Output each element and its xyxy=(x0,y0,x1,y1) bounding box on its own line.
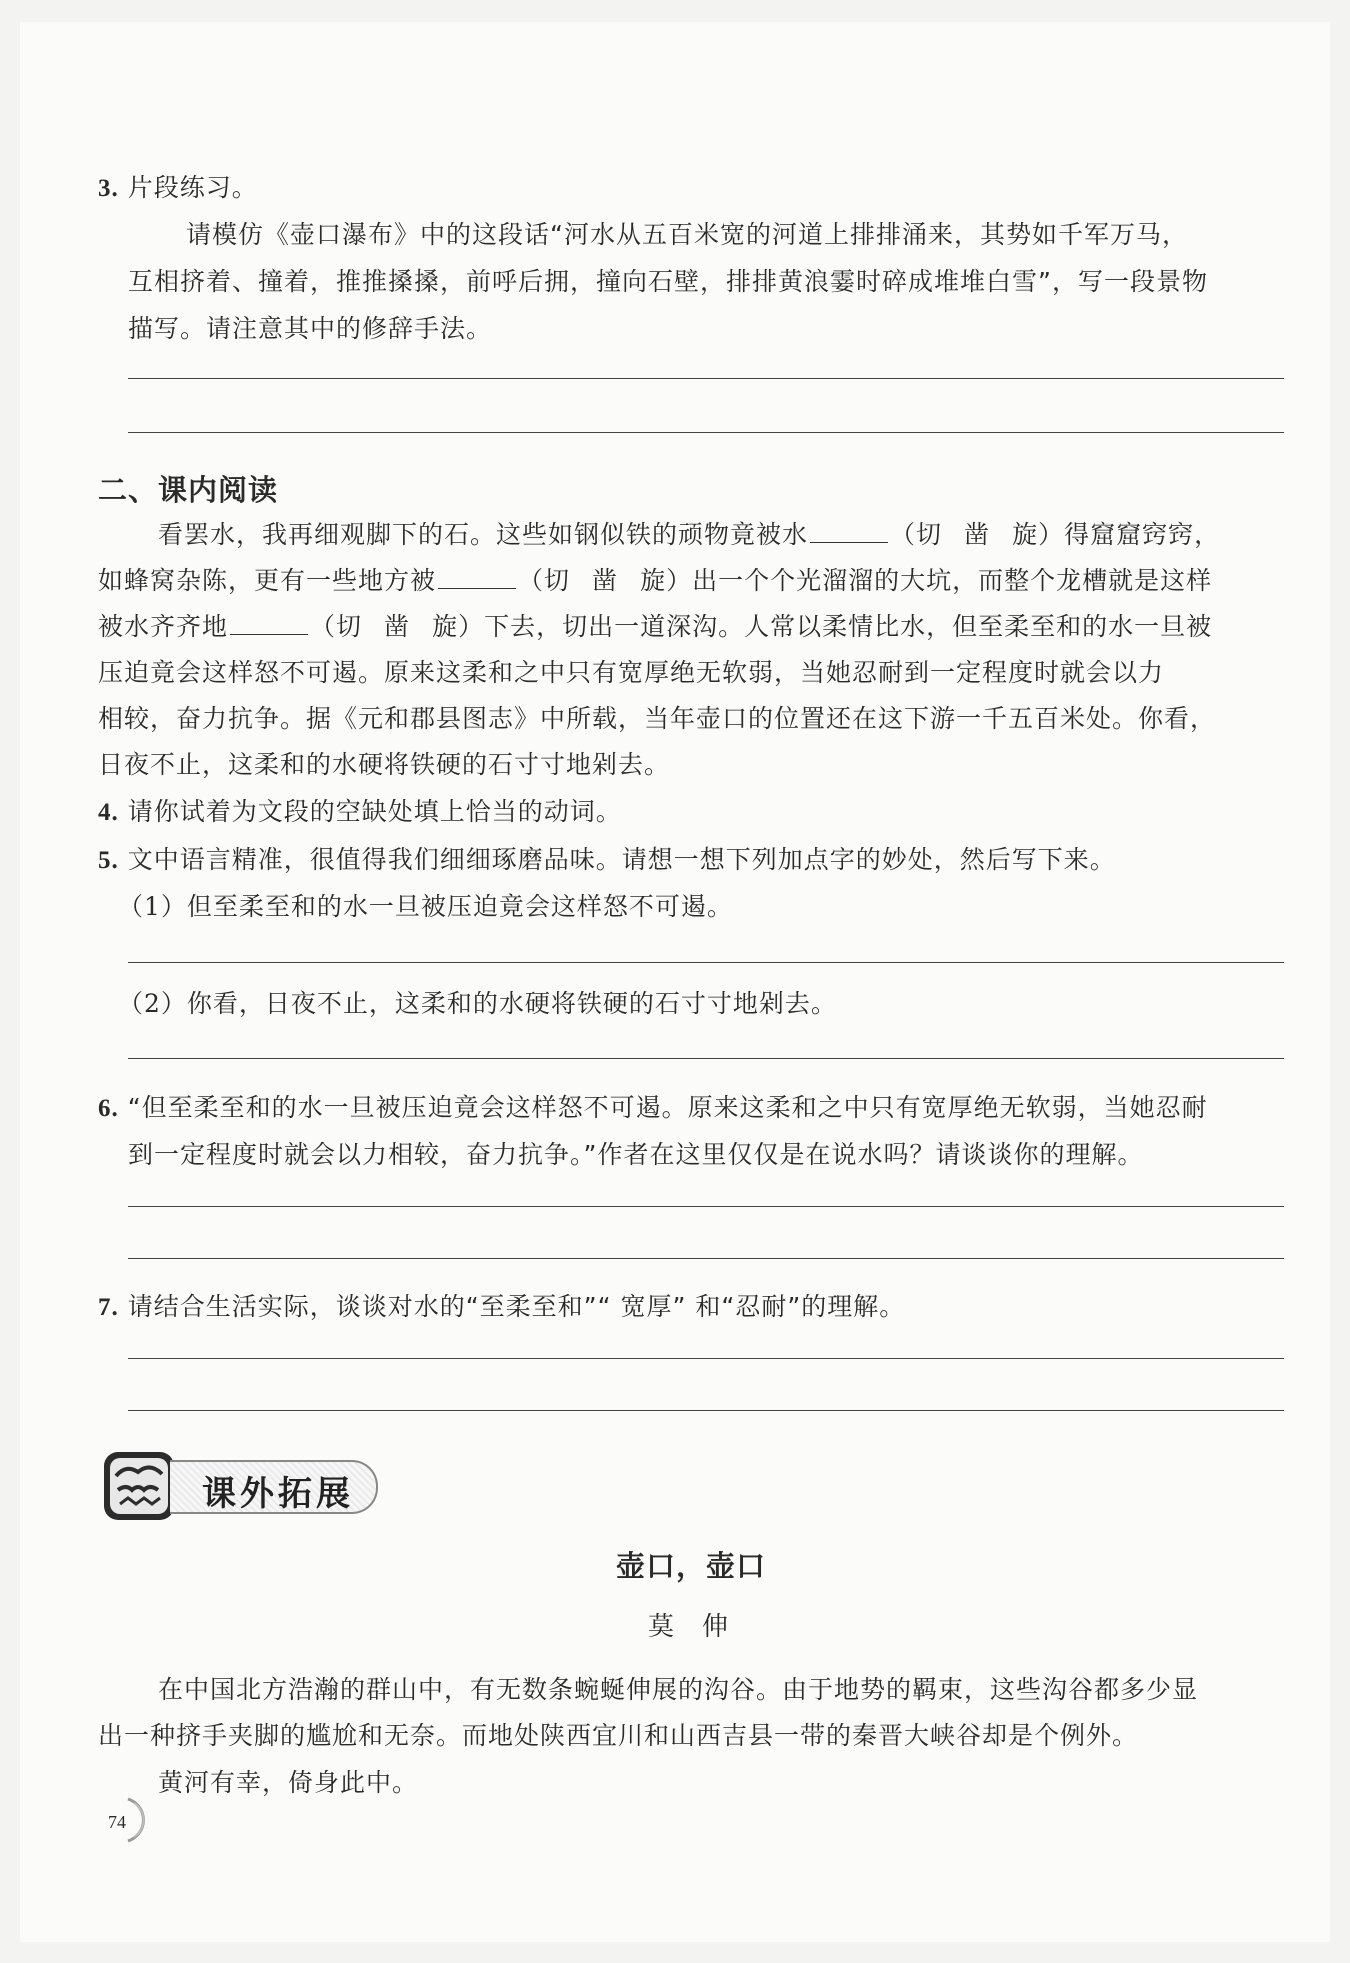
question-4-text: 请你试着为文段的空缺处填上恰当的动词。 xyxy=(127,797,622,826)
article-title: 壶口，壶口 xyxy=(616,1549,767,1583)
question-7-text: 请结合生活实际，谈谈对水的“至柔至和”“ 宽厚” 和“忍耐”的理解。 xyxy=(127,1292,906,1321)
article-paragraph-1-line-1: 在中国北方浩瀚的群山中，有无数条蜿蜒伸展的沟谷。由于地势的羁束，这些沟谷都多少显 xyxy=(158,1675,1199,1704)
question-6 xyxy=(98,1088,1208,1124)
question-5 xyxy=(98,840,1116,876)
passage-text: 被水齐齐地 xyxy=(98,612,229,641)
fill-blank-3[interactable] xyxy=(230,612,308,635)
article-paragraph-1-line-2: 出一种挤手夹脚的尴尬和无奈。而地处陕西宜川和山西吉县一带的秦晋大峡谷却是个例外。 xyxy=(98,1721,1139,1750)
article-author: 莫 伸 xyxy=(648,1612,730,1642)
q3-prompt-line-1: 请模仿《壶口瀑布》中的这段话“河水从五百米宽的河道上排排涌来，其势如千军万马， xyxy=(186,220,1188,249)
question-3 xyxy=(98,168,258,204)
fill-blank-2[interactable] xyxy=(438,566,516,589)
passage-text: 如蜂窝杂陈，更有一些地方被 xyxy=(98,566,437,595)
answer-line[interactable] xyxy=(128,1410,1284,1411)
passage-line-1 xyxy=(158,515,1220,551)
passage-line-3 xyxy=(98,607,1212,643)
question-5-text: 文中语言精准，很值得我们细细琢磨品味。请想一想下列加点字的妙处，然后写下来。 xyxy=(127,845,1116,874)
extension-section-icon xyxy=(100,1446,180,1526)
answer-line[interactable] xyxy=(128,378,1284,379)
page-number: 74 xyxy=(108,1812,126,1832)
passage-line-6: 日夜不止，这柔和的水硬将铁硬的石寸寸地剁去。 xyxy=(98,750,671,779)
verb-options: （切 凿 旋） xyxy=(310,612,485,641)
question-number: 5. xyxy=(98,847,119,874)
question-number: 7. xyxy=(98,1294,119,1321)
question-number: 3. xyxy=(98,175,119,202)
section-heading: 二、课内阅读 xyxy=(98,473,279,507)
question-4 xyxy=(98,792,622,828)
question-7 xyxy=(98,1287,905,1323)
verb-options: （切 凿 旋） xyxy=(890,520,1065,549)
passage-line-5: 相较，奋力抗争。据《元和郡县图志》中所载，当年壶口的位置还在这下游一千五百米处。你看， xyxy=(98,704,1217,733)
passage-text: 出一个个光溜溜的大坑，而整个龙槽就是这样 xyxy=(692,566,1213,595)
passage-text: 下去，切出一道深沟。人常以柔情比水，但 xyxy=(484,612,979,641)
answer-line[interactable] xyxy=(128,1358,1284,1359)
question-number: 4. xyxy=(98,799,119,826)
answer-line[interactable] xyxy=(128,1058,1284,1059)
q3-prompt-line-3: 描写。请注意其中的修辞手法。 xyxy=(128,314,493,343)
q3-prompt-line-2: 互相挤着、撞着，推推搡搡，前呼后拥，撞向石壁，排排黄浪霎时碎成堆堆白雪”，写一段景物 xyxy=(128,267,1208,296)
question-5-sub-2: （2）你看，日夜不止，这柔和的水硬将铁硬的石寸寸地剁去。 xyxy=(118,989,837,1018)
passage-text: 至柔至和的水一旦被 xyxy=(978,612,1213,641)
question-6-text: “但至柔至和的水一旦被压迫竟会这样怒不可遏。原来这柔和之中只有宽厚绝无软弱，当她忍耐 xyxy=(127,1093,1208,1122)
answer-line[interactable] xyxy=(128,1206,1284,1207)
verb-options: （切 凿 旋） xyxy=(518,566,693,595)
passage-line-4: 压迫竟会这样怒不可遏。原来这柔和之中只有宽厚绝无软弱，当她忍耐到一定程度时就会以力 xyxy=(98,658,1165,687)
question-number: 6. xyxy=(98,1095,119,1122)
passage-line-2 xyxy=(98,561,1212,597)
question-3-title: 片段练习。 xyxy=(127,173,258,202)
answer-line[interactable] xyxy=(128,962,1284,963)
fill-blank-1[interactable] xyxy=(810,520,888,543)
answer-line[interactable] xyxy=(128,432,1284,433)
extension-banner-label: 课外拓展 xyxy=(202,1474,354,1514)
question-6-text-line-2: 到一定程度时就会以力相较，奋力抗争。”作者在这里仅仅是在说水吗？请谈谈你的理解。 xyxy=(128,1140,1144,1169)
article-paragraph-2: 黄河有幸，倚身此中。 xyxy=(158,1768,419,1797)
answer-line[interactable] xyxy=(128,1258,1284,1259)
question-5-sub-1: （1）但至柔至和的水一旦被压迫竟会这样怒不可遏。 xyxy=(118,892,733,921)
passage-text: 看罢水，我再细观脚下的石。这些如钢似铁的顽物竟被水 xyxy=(158,520,809,549)
passage-text: 得窟窟窍窍， xyxy=(1064,520,1221,549)
